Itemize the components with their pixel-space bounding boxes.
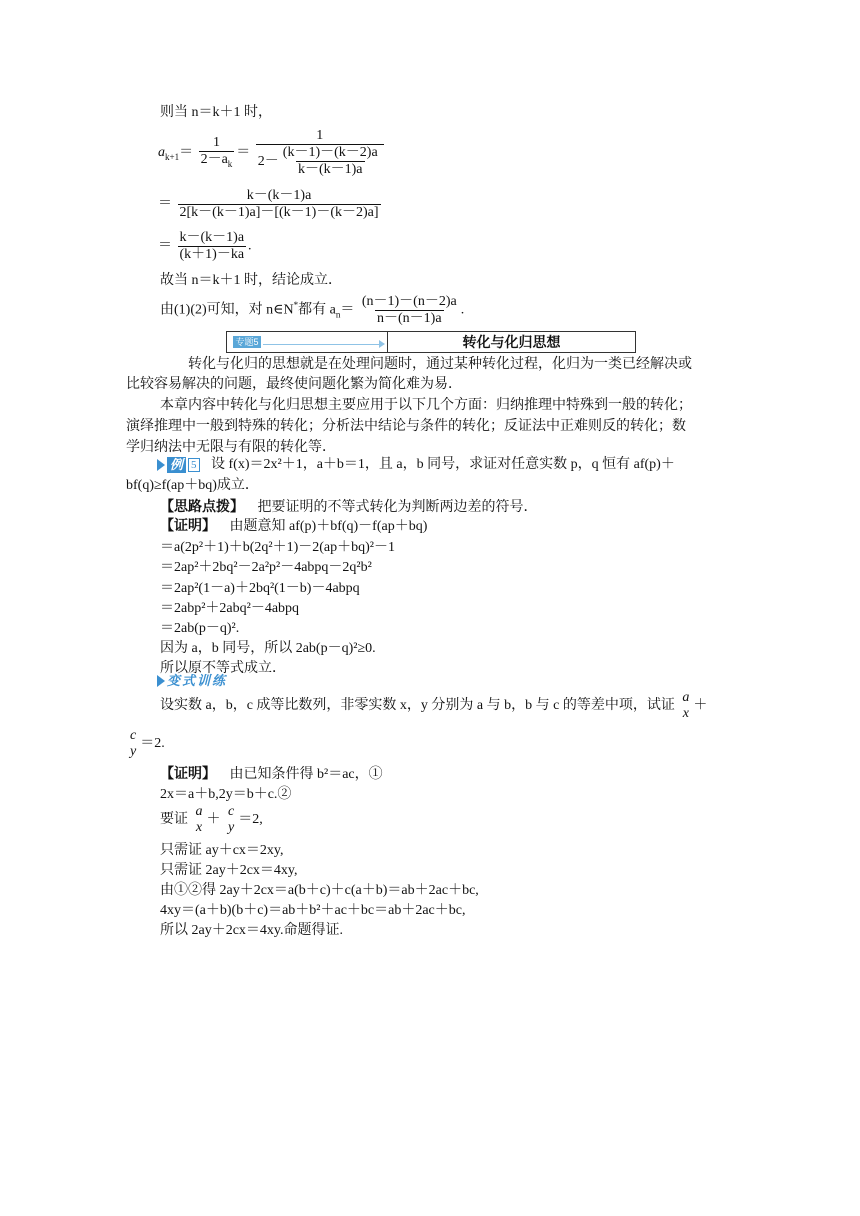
proof-label: 【证明】 — [160, 767, 216, 782]
variant-badge: 变式训练 — [167, 673, 228, 688]
section-title: 转化与化归思想 — [462, 334, 561, 350]
recurrence-equation-1: $a_{k+1}=$ $\frac{1}{2-a_k}$ ＝ 1 2－ $\frac{(k-1)-(k-2)a}{k-(k-1)a}$ — [158, 128, 386, 178]
intro-paragraph-1-line-1: 转化与化归的思想就是在处理问题时，通过某种转化过程，化归为一类已经解决或 — [188, 356, 692, 372]
proof-step: ＝2ap²(1－a)＋2bq²(1－b)－4abpq — [160, 581, 360, 596]
variant-proof-step: 2x＝a＋b,2y＝b＋c.② — [160, 787, 292, 802]
variant-heading — [157, 672, 227, 690]
induction-step-line: 则当 n＝k＋1 时， — [160, 105, 272, 120]
proof-step: ＝2ab(p－q)². — [160, 621, 240, 636]
conclusion-line-2: 由(1)(2)可知，对 n∈N*都有 $a_n=$ $\frac{(n-1)-(n-2)a}{n-(n-1)a}$ . — [160, 294, 465, 326]
variant-proof-step: 所以 2ay＋2cx＝4xy.命题得证. — [160, 923, 344, 938]
variant-problem-line-1: 设实数 a，b，c 成等比数列，非零实数 x，y 分别为 a 与 b，b 与 c 的等差中项，试证 a x ＋ — [160, 690, 708, 721]
variant-proof-step: 只需证 2ay＋2cx＝4xy, — [160, 863, 298, 878]
intro-paragraph-2-line-2: 演绎推理中一般到特殊的转化；分析法中结论与条件的转化；反证法中正难则反的转化；数 — [126, 418, 686, 434]
example-problem-line-2: bf(q)≥f(ap＋bq)成立． — [126, 478, 259, 493]
intro-paragraph-2-line-1: 本章内容中转化与化归思想主要应用于以下几个方面：归纳推理中特殊到一般的转化； — [160, 397, 692, 413]
variant-proof-step: 4xy＝(a＋b)(b＋c)＝ab＋b²＋ac＋bc＝ab＋2ac＋bc, — [160, 903, 466, 918]
proof-heading-line: 【证明】 由题意知 af(p)＋bf(q)－f(ap＋bq) — [160, 519, 428, 534]
section-banner — [226, 331, 636, 353]
variant-proof-step: 由①②得 2ay＋2cx＝a(b＋c)＋c(a＋b)＝ab＋2ac＋bc, — [160, 883, 479, 898]
triangle-marker-icon — [157, 459, 165, 471]
variant-proof-step: 只需证 ay＋cx＝2xy, — [160, 843, 284, 858]
intro-paragraph-2-line-3: 学归纳法中无限与有限的转化等． — [126, 439, 336, 455]
banner-arrow-line — [263, 344, 381, 345]
example-problem-line-1: 例 5 设 f(x)＝2x²＋1，a＋b＝1，且 a，b 同号，求证对任意实数 p，q 恒有 af(p)＋ — [157, 454, 675, 476]
arrow-right-icon — [379, 340, 385, 348]
proof-step: 因为 a，b 同号，所以 2ab(p－q)²≥0. — [160, 641, 376, 656]
example-badge: 例 — [167, 457, 186, 473]
variant-proof-step: 要证 a x ＋ c y ＝2, — [160, 804, 263, 835]
proof-step: ＝2ap²＋2bq²－2a²p²－4abpq－2q²b² — [160, 560, 372, 575]
proof-step: ＝a(2p²＋1)＋b(2q²＋1)－2(ap＋bq)²－1 — [160, 540, 395, 555]
proof-step: ＝2abp²＋2abq²－4abpq — [160, 601, 300, 616]
banner-tag-area — [227, 332, 388, 352]
recurrence-equation-3: ＝ $\frac{k-(k-1)a}{(k+1)-ka}$ . — [158, 230, 252, 262]
example-number: 5 — [188, 458, 200, 472]
topic-tag: 专题5 — [233, 336, 261, 348]
recurrence-equation-2: ＝ $\frac{k-(k-1)a}{2[k-(k-1)a]-[(k-1)-(k-2)a]}$ — [158, 188, 379, 220]
hint-line: 【思路点拨】 把要证明的不等式转化为判断两边差的符号． — [160, 500, 538, 515]
intro-paragraph-1-line-2: 比较容易解决的问题，最终使问题化繁为简化难为易． — [126, 376, 462, 392]
proof-step: 所以原不等式成立． — [160, 661, 286, 676]
variant-proof-heading: 【证明】 由已知条件得 b²＝ac，① — [160, 767, 383, 782]
variant-problem-line-2: c y ＝2. — [130, 728, 165, 759]
triangle-marker-icon — [157, 675, 165, 687]
proof-label: 【证明】 — [160, 519, 216, 534]
conclusion-line-1: 故当 n＝k＋1 时，结论成立． — [160, 273, 342, 288]
hint-label: 【思路点拨】 — [160, 500, 244, 515]
